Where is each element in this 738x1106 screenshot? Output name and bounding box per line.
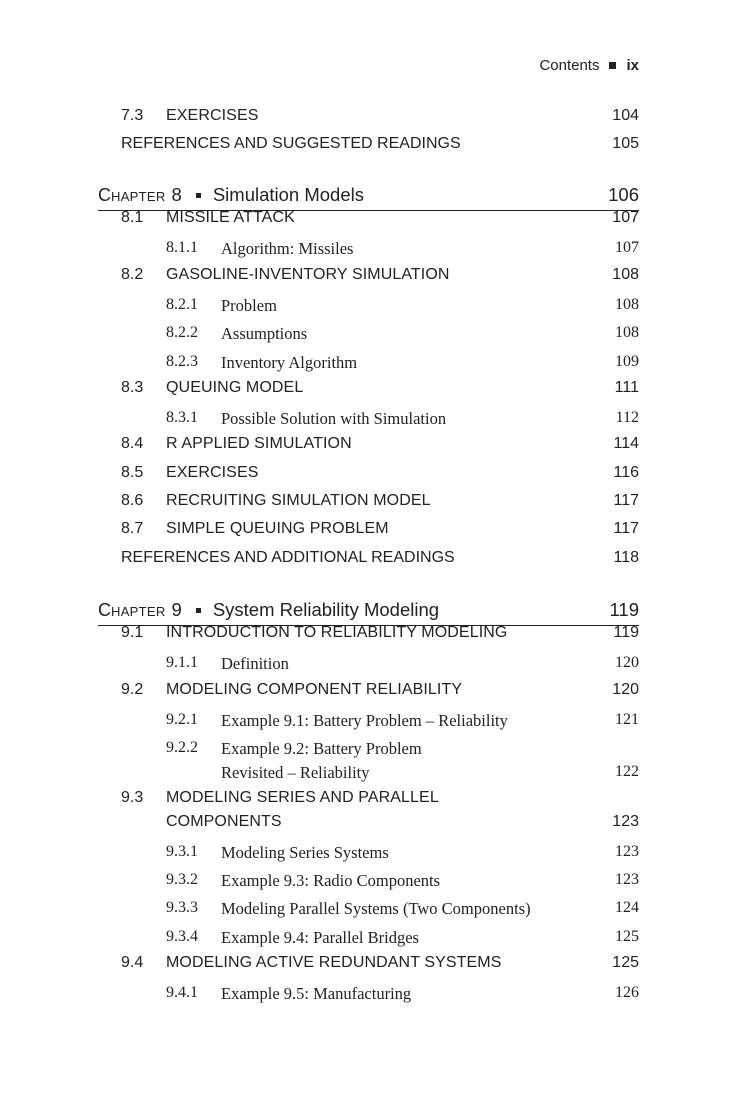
subsection-number: 8.1.1 [166,239,198,257]
subsection-title-continued: Revisited – Reliability [221,762,370,782]
page-number: 112 [615,409,639,427]
chapter-word-rest: HAPTER [111,604,166,619]
page-number: 114 [613,435,639,453]
section-number: 8.7 [121,520,144,538]
page-number: 111 [614,378,639,396]
page-number: 109 [615,352,639,370]
section-title[interactable]: GASOLINE-INVENTORY SIMULATION [166,265,450,283]
subsection-title[interactable]: Example 9.3: Radio Components [221,871,441,891]
subsection-number: 9.3.1 [166,842,198,860]
subsection-title[interactable]: Example 9.1: Battery Problem – Reliability [221,710,508,730]
square-bullet-icon [609,62,616,69]
subsection-number: 9.3.2 [166,871,198,889]
section-title-continued: COMPONENTS [166,812,282,830]
page-number: 120 [612,680,639,698]
page-number: 108 [615,295,639,313]
chapter-label [98,599,439,621]
section-title[interactable]: QUEUING MODEL [166,378,304,396]
page-number: 125 [612,954,639,971]
subsection-number: 8.2.3 [166,352,198,370]
chapter-word-initial: C [98,185,111,205]
square-bullet-icon [196,608,201,613]
section-number: 9.4 [121,954,144,971]
subsection-title[interactable]: Assumptions [221,324,308,344]
section-number: 9.1 [121,624,144,641]
section-number: 8.2 [121,265,144,283]
page-number: 122 [615,762,639,780]
subsection-number: 8.2.1 [166,295,198,313]
section-title[interactable]: INTRODUCTION TO RELIABILITY MODELING [166,624,508,641]
running-head-label: Contents [539,57,600,74]
section-title[interactable]: R APPLIED SIMULATION [166,435,352,453]
chapter-label [98,184,364,206]
chapter-title: System Reliability Modeling [212,599,440,620]
section-title[interactable]: RECRUITING SIMULATION MODEL [166,492,431,509]
subsection-title[interactable]: Possible Solution with Simulation [221,409,447,429]
chapter-title: Simulation Models [212,184,364,205]
page-number: 123 [615,842,639,860]
running-head [539,57,639,74]
chapter-heading[interactable] [98,595,639,626]
section-number: 9.3 [121,789,144,806]
section-number: 8.5 [121,463,144,481]
page-number: 108 [612,265,639,283]
subsection-number: 9.3.4 [166,927,198,945]
section-title[interactable]: MODELING COMPONENT RELIABILITY [166,680,463,698]
page-number: 126 [615,984,639,1002]
chapter-word-initial: C [98,600,111,620]
page-number: 120 [615,654,639,672]
page-number: 125 [615,927,639,945]
section-title[interactable]: EXERCISES [166,107,259,124]
section-title[interactable]: MISSILE ATTACK [166,209,295,226]
chapter-number: 9 [171,599,182,620]
square-bullet-icon [196,193,201,198]
section-number: 8.6 [121,492,144,509]
subsection-number: 9.3.3 [166,899,198,917]
section-title[interactable]: MODELING ACTIVE REDUNDANT SYSTEMS [166,954,502,971]
chapter-word-rest: HAPTER [111,189,166,204]
page-number: 123 [615,871,639,889]
subsection-title[interactable]: Example 9.2: Battery Problem [221,739,422,759]
subsection-title[interactable]: Inventory Algorithm [221,352,358,372]
subsection-title[interactable]: Example 9.5: Manufacturing [221,984,412,1004]
section-title[interactable]: EXERCISES [166,463,259,481]
page-number: 108 [615,324,639,342]
page-number: 124 [615,899,639,917]
running-head-page-number: ix [626,57,639,74]
subsection-title[interactable]: Example 9.4: Parallel Bridges [221,927,419,947]
references-heading[interactable]: REFERENCES AND SUGGESTED READINGS [121,135,461,153]
chapter-number: 8 [171,184,182,205]
section-title[interactable]: SIMPLE QUEUING PROBLEM [166,520,389,538]
subsection-number: 9.1.1 [166,654,198,672]
chapter-page-number: 106 [608,184,639,205]
chapter-heading[interactable] [98,180,639,211]
subsection-number: 8.2.2 [166,324,198,342]
page-number: 105 [612,135,639,153]
chapter-page-number: 119 [609,599,639,620]
references-heading[interactable]: REFERENCES AND ADDITIONAL READINGS [121,548,455,566]
section-number: 8.1 [121,209,144,226]
page-number: 119 [613,624,639,641]
page-number: 104 [612,107,639,124]
subsection-title[interactable]: Modeling Parallel Systems (Two Components) [221,899,531,919]
subsection-title[interactable]: Definition [221,654,289,674]
subsection-number: 9.2.2 [166,739,198,757]
subsection-number: 9.4.1 [166,984,198,1002]
subsection-number: 9.2.1 [166,710,198,728]
page-number: 107 [615,239,639,257]
page-number: 117 [613,520,639,538]
section-title[interactable]: MODELING SERIES AND PARALLEL [166,789,439,806]
subsection-number: 8.3.1 [166,409,198,427]
page-number: 118 [613,548,639,566]
page-number: 107 [612,209,639,226]
subsection-title[interactable]: Modeling Series Systems [221,842,389,862]
page-number: 117 [613,492,639,509]
page-number: 121 [615,710,639,728]
section-number: 9.2 [121,680,144,698]
page-number: 116 [613,463,639,481]
subsection-title[interactable]: Algorithm: Missiles [221,239,354,259]
section-number: 8.3 [121,378,144,396]
section-number: 8.4 [121,435,144,453]
page-number: 123 [612,812,639,830]
subsection-title[interactable]: Problem [221,295,277,315]
section-number: 7.3 [121,107,144,124]
